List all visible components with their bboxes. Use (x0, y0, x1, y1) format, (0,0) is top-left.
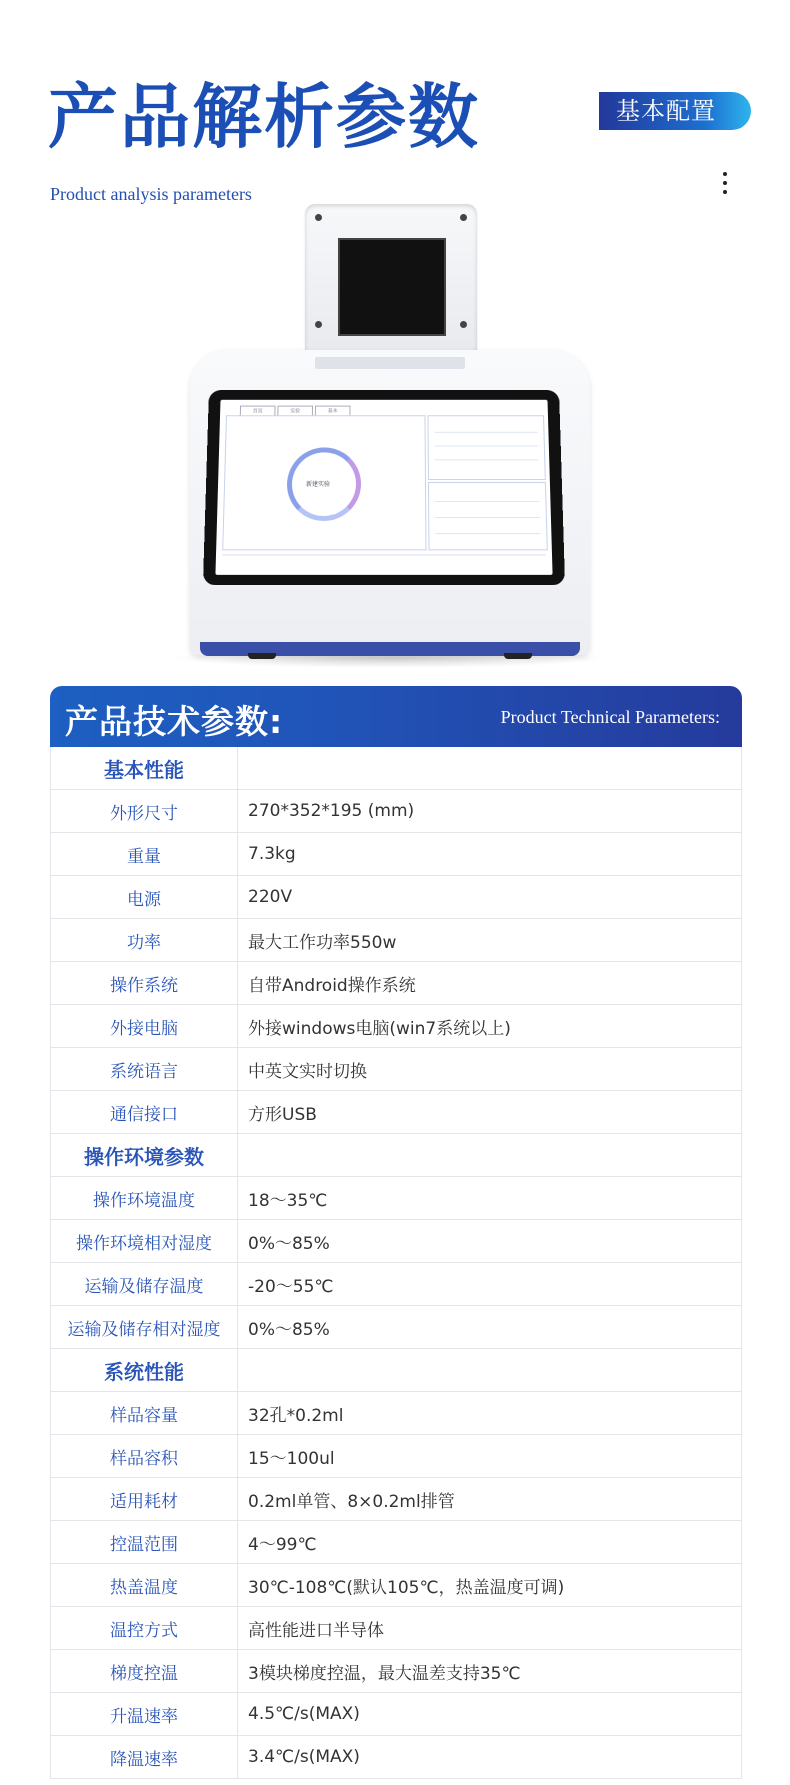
table-row (51, 1521, 742, 1564)
section-heading: 基本性能 (51, 747, 238, 790)
param-value: 0%～85% (238, 1306, 742, 1349)
table-row (51, 1005, 742, 1048)
screw-icon (315, 321, 322, 328)
table-row (51, 1392, 742, 1435)
params-title-en: Product Technical Parameters: (500, 707, 720, 727)
param-value (238, 1134, 742, 1177)
param-name: 系统语言 (51, 1048, 238, 1091)
device-monitor (203, 390, 565, 585)
param-value: 外接windows电脑(win7系统以上) (238, 1005, 742, 1048)
page-subtitle: Product analysis parameters (50, 184, 252, 204)
screen-tab: 首页 (240, 406, 276, 417)
screen-tab: 实验 (277, 406, 313, 417)
param-name: 升温速率 (51, 1693, 238, 1736)
product-image (190, 202, 590, 672)
param-name: 控温范围 (51, 1521, 238, 1564)
param-name: 样品容量 (51, 1392, 238, 1435)
param-name: 操作环境温度 (51, 1177, 238, 1220)
param-value: 270*352*195 (mm) (238, 790, 742, 833)
screen-side-panel (428, 482, 548, 550)
screen-tab: 基本 (315, 406, 351, 417)
param-name: 操作系统 (51, 962, 238, 1005)
param-name: 降温速率 (51, 1736, 238, 1779)
param-value: 32孔*0.2ml (238, 1392, 742, 1435)
param-value: 0%～85% (238, 1220, 742, 1263)
table-row (51, 1693, 742, 1736)
param-value: 3.4℃/s(MAX) (238, 1736, 742, 1779)
table-row (51, 1564, 742, 1607)
table-row (51, 1091, 742, 1134)
lid-window (338, 238, 446, 336)
table-section-row (51, 1349, 742, 1392)
param-value: 高性能进口半导体 (238, 1607, 742, 1650)
table-row (51, 1650, 742, 1693)
param-name: 热盖温度 (51, 1564, 238, 1607)
param-value (238, 747, 742, 790)
table-row (51, 790, 742, 833)
table-row (51, 1220, 742, 1263)
screw-icon (460, 214, 467, 221)
page-title: 产品解析参数 (48, 75, 480, 158)
param-name: 样品容积 (51, 1435, 238, 1478)
param-value: 中英文实时切换 (238, 1048, 742, 1091)
params-header (50, 686, 742, 747)
param-value: 15～100ul (238, 1435, 742, 1478)
table-section-row (51, 1134, 742, 1177)
table-section-row (51, 747, 742, 790)
param-value: 30℃-108℃(默认105℃，热盖温度可调) (238, 1564, 742, 1607)
device-foot (248, 653, 276, 659)
param-value: 自带Android操作系统 (238, 962, 742, 1005)
param-name: 外接电脑 (51, 1005, 238, 1048)
device-lid (305, 204, 477, 364)
screen-main-panel (222, 415, 426, 550)
param-name: 操作环境相对湿度 (51, 1220, 238, 1263)
table-row (51, 833, 742, 876)
param-name: 通信接口 (51, 1091, 238, 1134)
screen-side-panel (427, 415, 545, 480)
screw-icon (315, 214, 322, 221)
param-name: 适用耗材 (51, 1478, 238, 1521)
more-options-icon[interactable] (718, 172, 732, 202)
table-row (51, 1306, 742, 1349)
device-foot (504, 653, 532, 659)
table-row (51, 1435, 742, 1478)
param-value: 4～99℃ (238, 1521, 742, 1564)
table-row (51, 962, 742, 1005)
param-name: 运输及储存温度 (51, 1263, 238, 1306)
new-experiment-label: 新建实验 (305, 481, 331, 488)
param-value: 18～35℃ (238, 1177, 742, 1220)
param-value: 220V (238, 876, 742, 919)
table-row (51, 1048, 742, 1091)
device-screen (215, 400, 552, 575)
param-value: 4.5℃/s(MAX) (238, 1693, 742, 1736)
param-name: 电源 (51, 876, 238, 919)
table-row (51, 1263, 742, 1306)
screen-status-bar (222, 554, 547, 567)
table-row (51, 919, 742, 962)
params-table (50, 747, 742, 1779)
param-value (238, 1349, 742, 1392)
param-value: 3模块梯度控温，最大温差支持35℃ (238, 1650, 742, 1693)
section-heading: 系统性能 (51, 1349, 238, 1392)
param-name: 梯度控温 (51, 1650, 238, 1693)
param-value: 0.2ml单管、8×0.2ml排管 (238, 1478, 742, 1521)
table-row (51, 1478, 742, 1521)
param-name: 运输及储存相对湿度 (51, 1306, 238, 1349)
table-row (51, 876, 742, 919)
basic-config-badge[interactable]: 基本配置 (599, 92, 751, 130)
params-title: 产品技术参数: (65, 702, 284, 741)
screw-icon (460, 321, 467, 328)
param-value: -20～55℃ (238, 1263, 742, 1306)
param-value: 方形USB (238, 1091, 742, 1134)
param-value: 7.3kg (238, 833, 742, 876)
table-row (51, 1736, 742, 1779)
table-row (51, 1177, 742, 1220)
param-name: 温控方式 (51, 1607, 238, 1650)
table-row (51, 1607, 742, 1650)
section-heading: 操作环境参数 (51, 1134, 238, 1177)
lid-hinge (315, 357, 465, 369)
param-name: 外形尺寸 (51, 790, 238, 833)
param-name: 功率 (51, 919, 238, 962)
param-value: 最大工作功率550w (238, 919, 742, 962)
param-name: 重量 (51, 833, 238, 876)
